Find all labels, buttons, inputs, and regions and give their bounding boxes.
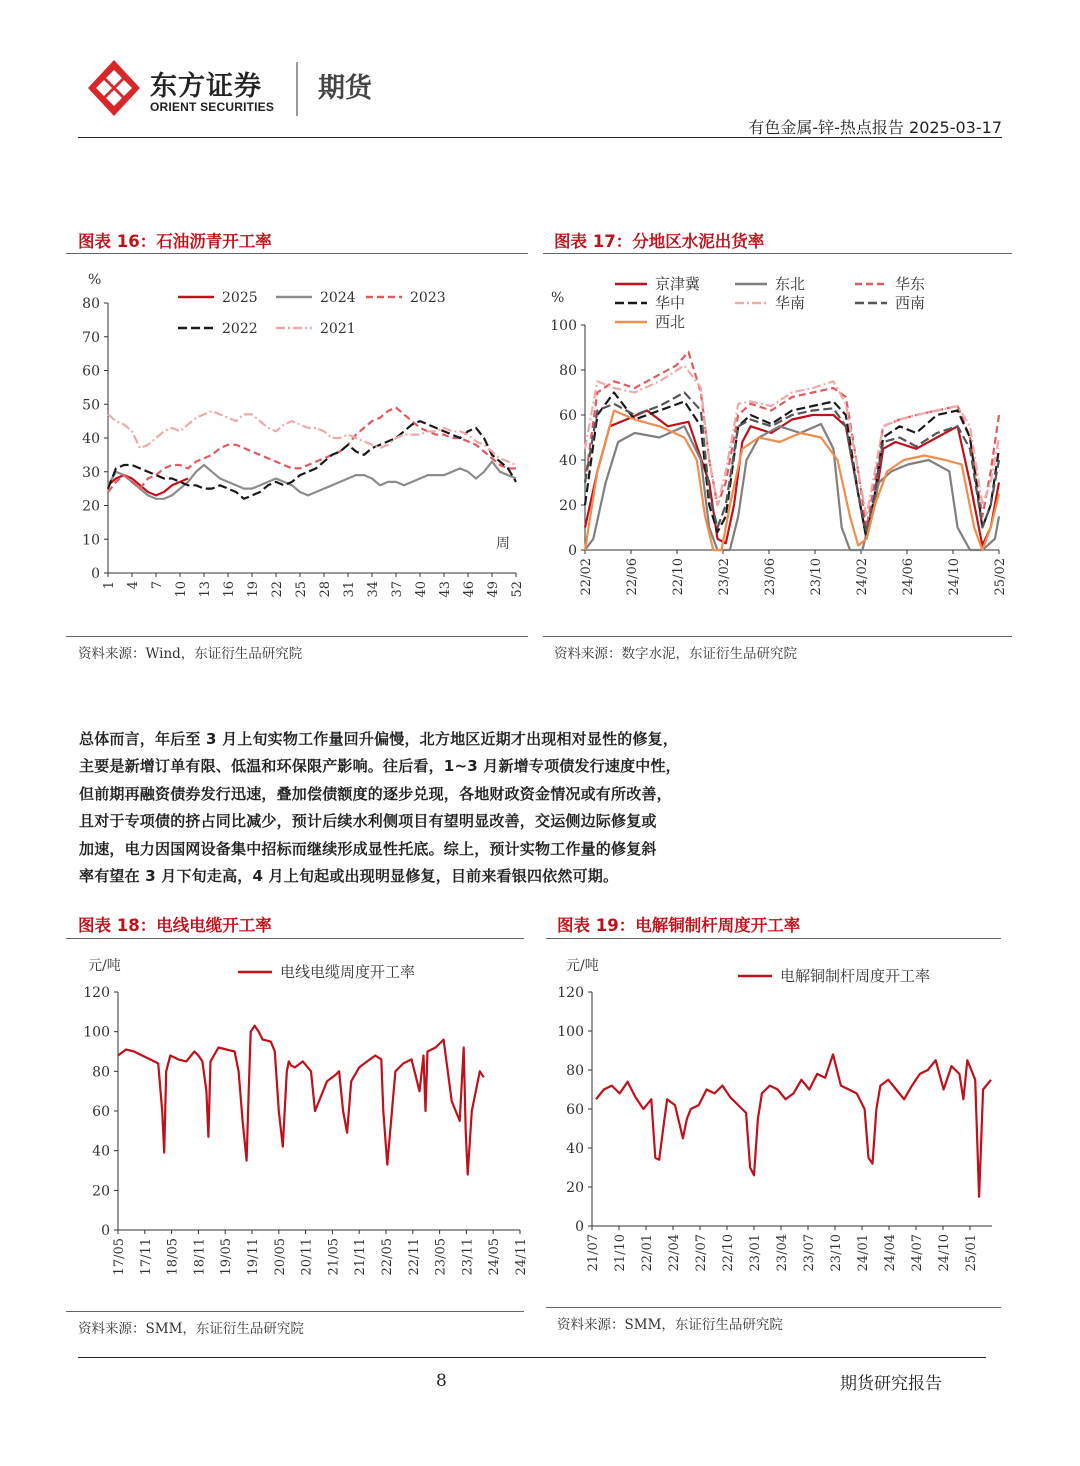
y-tick-label: 70 [82, 329, 100, 346]
y-tick-label: 80 [566, 1063, 584, 1079]
x-tick-label: 22/04 [667, 1234, 682, 1272]
figure-17-top-rule [543, 253, 1012, 254]
x-tick-label: 24/11 [514, 1238, 529, 1276]
y-tick-label: 40 [92, 1143, 110, 1160]
x-tick-label: 46 [462, 581, 477, 598]
x-tick-label: 17/11 [138, 1238, 154, 1276]
paragraph-line: 率有望在 3 月下旬走高，4 月上旬起或出现明显修复，目前来看银四依然可期。 [79, 867, 619, 886]
figure-17-bottom-rule [543, 636, 1012, 637]
series-line-华南 [585, 366, 999, 517]
x-tick-label: 37 [390, 581, 405, 598]
x-tick-label: 7 [150, 581, 165, 590]
series-line-东北 [585, 424, 999, 550]
x-tick-label: 23/04 [775, 1234, 790, 1272]
x-tick-label: 23/07 [802, 1234, 817, 1272]
y-tick-label: 30 [82, 464, 100, 481]
x-tick-label: 24/07 [910, 1234, 925, 1272]
y-tick-label: 20 [82, 498, 100, 515]
x-tick-label: 23/11 [460, 1238, 476, 1276]
x-tick-label: 23/01 [748, 1234, 763, 1272]
report-tag: 有色金属-锌-热点报告 2025-03-17 [748, 118, 1002, 137]
figure-18-top-rule [66, 938, 524, 939]
legend-label-华南: 华南 [775, 294, 806, 312]
chart-asphalt-operating-rate [66, 262, 528, 632]
x-tick-label: 20/05 [272, 1238, 288, 1276]
figure-17-title: 图表 17：分地区水泥出货率 [554, 232, 765, 251]
x-tick-label: 20/11 [299, 1238, 315, 1276]
division-label: 期货 [318, 73, 372, 104]
x-tick-label: 22/07 [694, 1234, 709, 1272]
figure-16-bottom-rule [66, 636, 528, 637]
figure-18-source: 资料来源：SMM，东证衍生品研究院 [78, 1321, 304, 1337]
y-tick-label: 60 [82, 363, 100, 380]
x-tick-label: 23/10 [829, 1234, 844, 1272]
legend-label-2025: 2025 [222, 290, 258, 306]
series-line-西南 [585, 393, 999, 533]
body-paragraph [79, 726, 839, 890]
chart-copper-rod-operating-rate [546, 944, 1001, 1306]
x-tick-label: 25/02 [993, 558, 1008, 596]
x-tick-label: 31 [342, 581, 357, 598]
x-tick-label: 40 [414, 581, 429, 598]
x-axis-label: 周 [496, 536, 510, 552]
x-tick-label: 23/06 [763, 558, 778, 596]
footer-rule [78, 1357, 986, 1358]
y-tick-label: 0 [575, 1219, 584, 1235]
figure-19-bottom-rule [546, 1307, 1001, 1308]
y-tick-label: 80 [92, 1064, 110, 1081]
x-tick-label: 13 [198, 581, 213, 598]
x-tick-label: 24/04 [883, 1234, 898, 1272]
figure-19-title: 图表 19：电解铜制杆周度开工率 [557, 916, 801, 935]
brand-divider [296, 62, 298, 116]
legend-label-华中: 华中 [655, 294, 686, 312]
y-tick-label: 80 [82, 296, 100, 312]
y-tick-label: 50 [82, 397, 100, 414]
y-tick-label: 100 [550, 318, 577, 334]
x-tick-label: 21/11 [353, 1238, 369, 1276]
chart-cement-shipment-rate [543, 262, 1012, 632]
orient-logo-icon [88, 60, 140, 116]
figure-16-title: 图表 16：石油沥青开工率 [78, 232, 272, 251]
paragraph-line: 总体而言，年后至 3 月上旬实物工作量回升偏慢，北方地区近期才出现相对显性的修复， [79, 730, 679, 748]
x-tick-label: 28 [318, 581, 333, 598]
x-tick-label: 24/06 [901, 558, 916, 596]
legend-label-电线电缆周度开工率: 电线电缆周度开工率 [280, 963, 416, 981]
x-tick-label: 21/07 [586, 1234, 601, 1272]
x-tick-label: 18/05 [165, 1238, 181, 1276]
x-tick-label: 22 [270, 581, 285, 598]
x-tick-label: 23/10 [809, 558, 824, 596]
legend-label-西南: 西南 [895, 294, 926, 312]
paragraph-line: 加速，电力因国网设备集中招标而继续形成显性托底。综上，预计实物工作量的修复斜 [79, 839, 657, 858]
legend-label-京津冀: 京津冀 [655, 275, 701, 293]
x-tick-label: 1 [102, 581, 117, 590]
y-tick-label: 0 [101, 1223, 110, 1239]
brand-name-en: ORIENT SECURITIES [150, 100, 275, 114]
x-tick-label: 22/10 [671, 558, 686, 596]
x-tick-label: 23/05 [433, 1238, 449, 1276]
figure-16-source: 资料来源：Wind，东证衍生品研究院 [78, 646, 303, 662]
x-tick-label: 10 [174, 581, 189, 598]
figure-19-top-rule [546, 938, 1001, 939]
x-tick-label: 43 [438, 581, 453, 598]
paragraph-line: 主要是新增订单有限、低温和环保限产影响。往后看，1~3 月新增专项债发行速度中性， [79, 757, 681, 776]
figure-17-source: 资料来源：数字水泥，东证衍生品研究院 [554, 646, 797, 662]
x-tick-label: 22/10 [721, 1234, 736, 1272]
x-tick-label: 24/02 [855, 558, 870, 596]
series-line-华东 [585, 352, 999, 528]
y-tick-label: 60 [566, 1102, 584, 1118]
y-tick-label: 20 [92, 1183, 110, 1200]
paragraph-line: 且对于专项债的挤占同比减少，预计后续水利侧项目有望明显改善，交运侧边际修复或 [79, 812, 657, 831]
x-tick-label: 34 [366, 581, 381, 598]
paragraph-line: 但前期再融资债券发行迅速，叠加偿债额度的逐步兑现，各地财政资金情况或有所改善， [79, 784, 672, 803]
y-tick-label: 40 [559, 453, 577, 469]
x-tick-label: 22/06 [625, 558, 640, 596]
x-tick-label: 22/05 [380, 1238, 395, 1276]
y-tick-label: 120 [557, 985, 584, 1001]
y-tick-label: 40 [566, 1141, 584, 1157]
x-tick-label: 23/02 [717, 558, 732, 596]
footer-tag: 期货研究报告 [840, 1374, 942, 1394]
header-rule [78, 137, 1002, 138]
x-tick-label: 19/05 [219, 1238, 235, 1276]
legend-label-2023: 2023 [410, 290, 446, 306]
y-unit-label: 元/吨 [88, 958, 121, 974]
legend-label-华东: 华东 [895, 275, 926, 293]
y-unit-label: 元/吨 [566, 958, 599, 974]
legend-label-东北: 东北 [775, 275, 806, 293]
brand-name-cn: 东方证券 [150, 71, 262, 102]
legend-label-2021: 2021 [320, 321, 356, 337]
y-tick-label: 40 [82, 431, 100, 447]
y-tick-label: 20 [559, 498, 577, 514]
y-tick-label: 100 [83, 1024, 110, 1041]
x-tick-label: 19 [246, 581, 261, 598]
legend-label-2024: 2024 [320, 290, 356, 306]
y-tick-label: 0 [568, 543, 577, 559]
y-unit-label: % [88, 272, 102, 288]
x-tick-label: 49 [486, 581, 501, 598]
y-unit-label: % [551, 290, 565, 306]
x-tick-label: 22/02 [579, 558, 594, 596]
x-tick-label: 19/11 [246, 1238, 261, 1276]
x-tick-label: 24/10 [937, 1234, 952, 1272]
x-tick-label: 16 [222, 581, 237, 598]
x-tick-label: 52 [510, 581, 525, 598]
y-tick-label: 100 [557, 1024, 584, 1040]
y-tick-label: 10 [82, 532, 100, 549]
x-tick-label: 22/01 [640, 1234, 655, 1272]
legend-label-西北: 西北 [655, 313, 686, 331]
header [0, 0, 1080, 140]
x-tick-label: 21/05 [326, 1238, 342, 1276]
x-tick-label: 22/11 [406, 1238, 422, 1276]
x-tick-label: 18/11 [192, 1238, 208, 1276]
figure-18-title: 图表 18：电线电缆开工率 [78, 916, 272, 935]
x-tick-label: 24/10 [947, 558, 962, 596]
series-line-电解铜制杆周度开工率 [596, 1054, 991, 1196]
y-tick-label: 60 [92, 1104, 110, 1120]
x-tick-label: 4 [126, 581, 141, 590]
x-tick-label: 17/05 [112, 1238, 127, 1276]
chart-wire-cable-operating-rate [66, 944, 529, 1306]
page-number: 8 [436, 1371, 447, 1391]
figure-18-bottom-rule [66, 1311, 524, 1312]
y-tick-label: 80 [559, 363, 577, 379]
x-tick-label: 25/01 [964, 1234, 979, 1272]
figure-16-top-rule [66, 253, 528, 254]
series-line-电线电缆周度开工率 [118, 1026, 484, 1175]
x-tick-label: 24/05 [487, 1238, 503, 1276]
y-tick-label: 120 [83, 985, 110, 1001]
y-tick-label: 20 [566, 1180, 584, 1196]
legend-label-2022: 2022 [222, 321, 258, 337]
x-tick-label: 25 [294, 581, 309, 598]
y-tick-label: 60 [559, 408, 577, 424]
x-tick-label: 24/01 [856, 1234, 871, 1272]
figure-19-source: 资料来源：SMM，东证衍生品研究院 [557, 1317, 783, 1333]
legend-label-电解铜制杆周度开工率: 电解铜制杆周度开工率 [780, 967, 931, 985]
y-tick-label: 0 [91, 566, 100, 582]
x-tick-label: 21/10 [613, 1234, 628, 1272]
